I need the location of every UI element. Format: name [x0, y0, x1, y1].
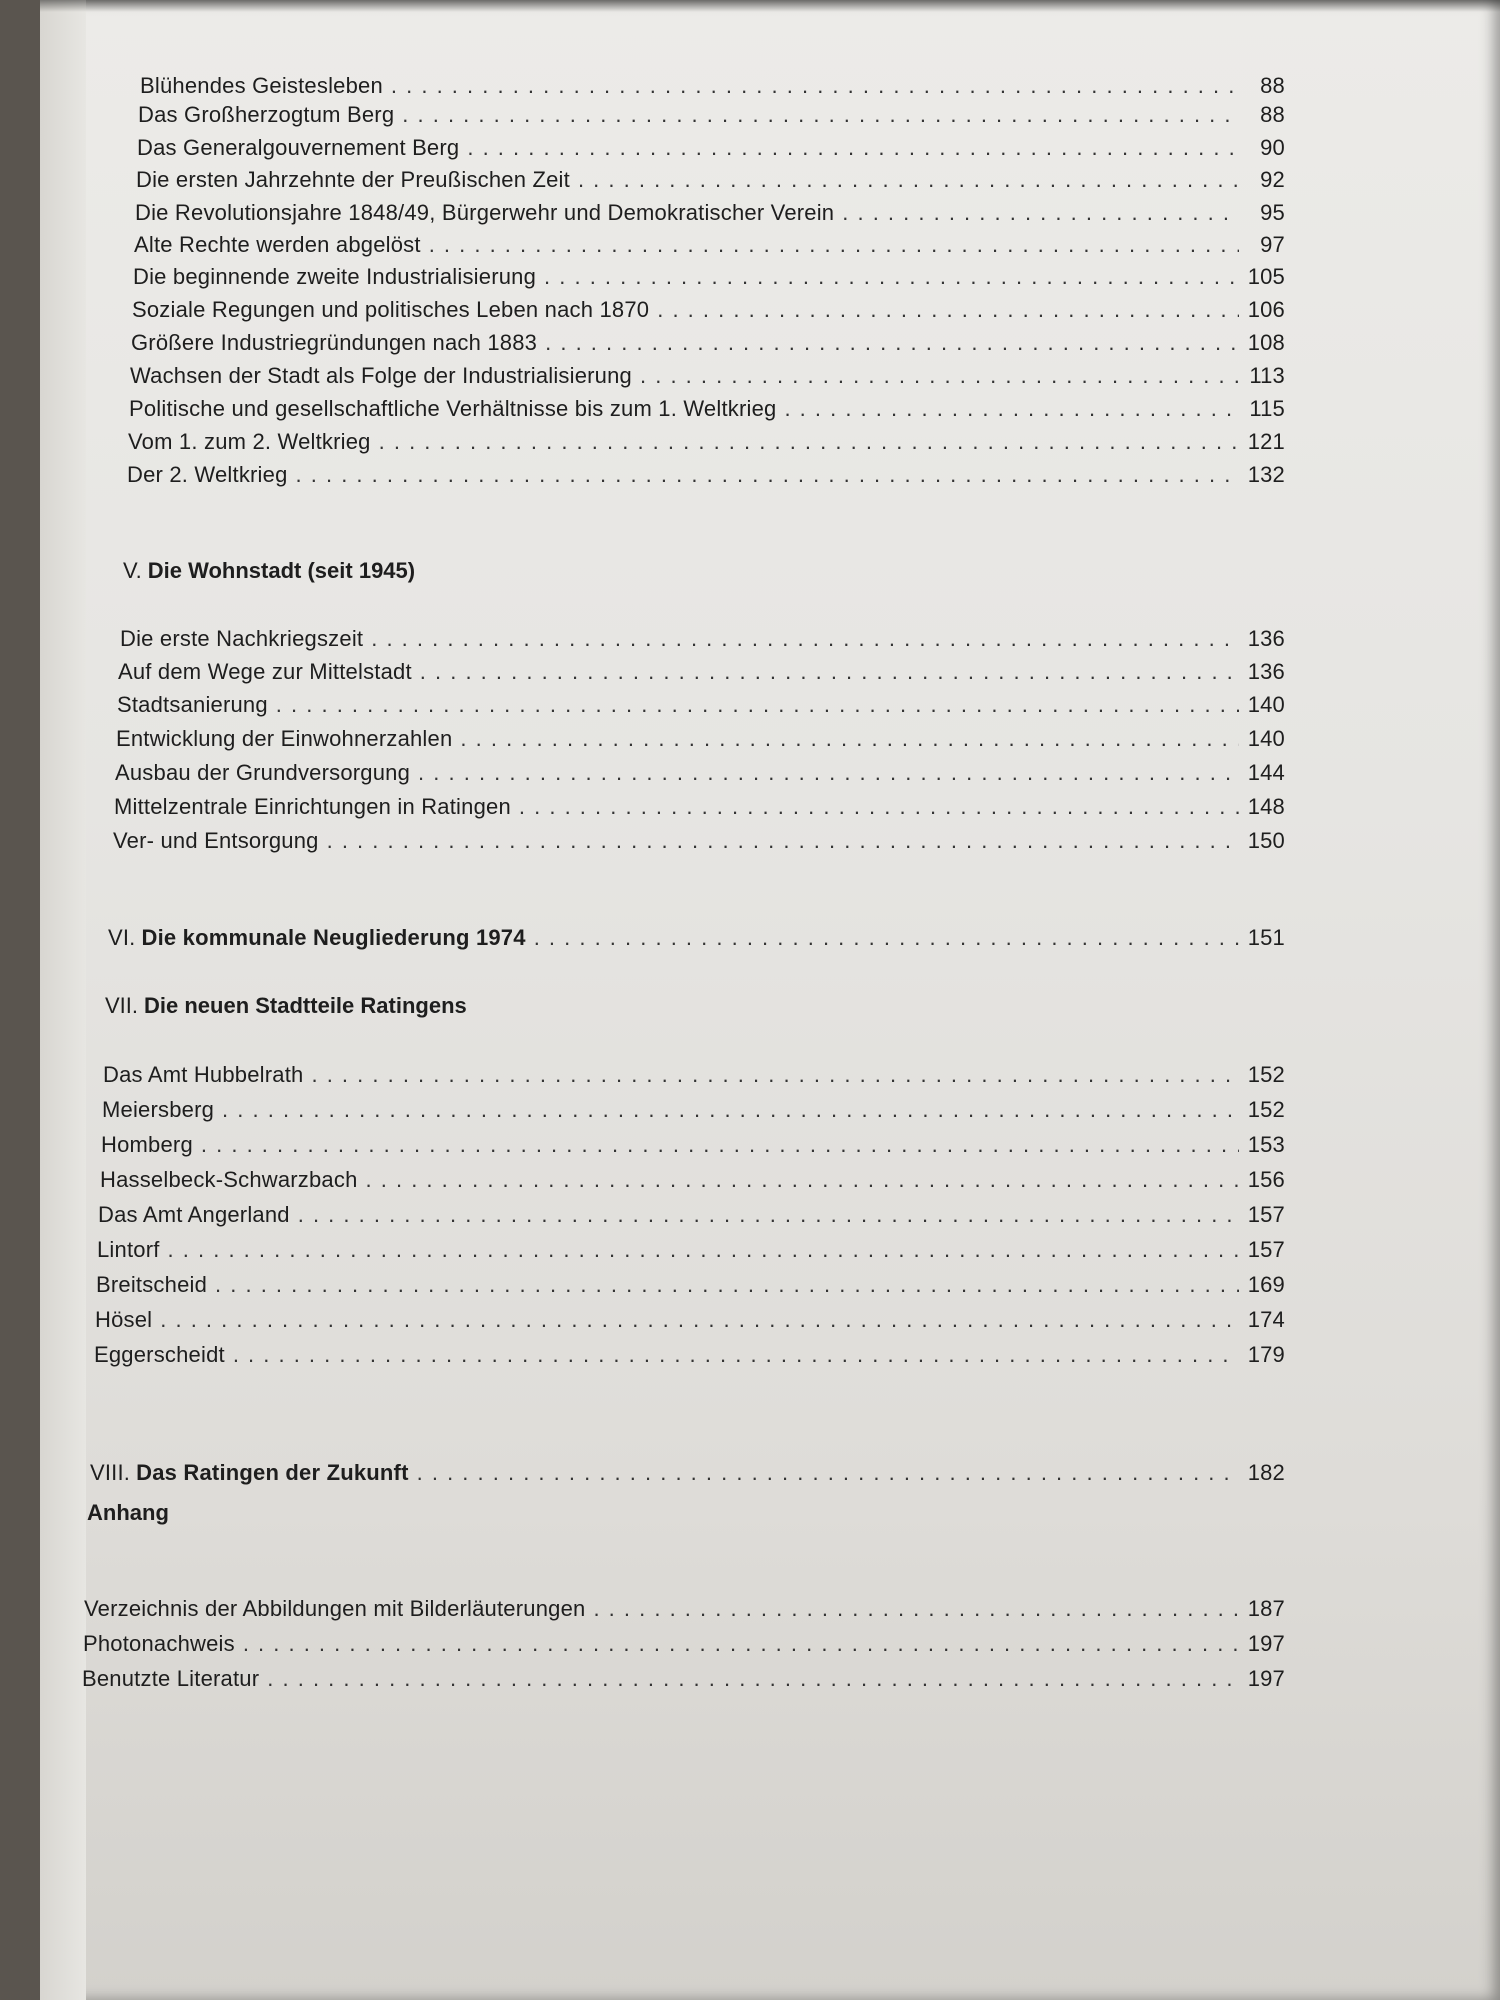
leader-dots: [593, 1596, 1239, 1622]
toc-entry-title: Verzeichnis der Abbildungen mit Bilderläuterungen: [84, 1596, 586, 1621]
toc-entry-title: Politische und gesellschaftliche Verhältnisse bis zum 1. Weltkrieg: [129, 396, 777, 421]
leader-dots: [417, 1460, 1239, 1486]
leader-dots: [168, 1237, 1239, 1263]
leader-dots: [544, 264, 1239, 290]
toc-entry: [130, 363, 1285, 389]
toc-entry-page: 182: [1247, 1460, 1285, 1485]
toc-entry: [101, 1132, 1285, 1158]
leader-dots: [519, 794, 1239, 820]
toc-entry-title: Ver- und Entsorgung: [113, 828, 319, 853]
toc-entry-title: Die erste Nachkriegszeit: [120, 626, 364, 651]
leader-dots: [534, 925, 1239, 951]
toc-entry-title: Wachsen der Stadt als Folge der Industrialisierung: [130, 363, 632, 388]
leader-dots: [657, 297, 1239, 323]
toc-entry-page: 95: [1260, 200, 1285, 225]
leader-dots: [640, 363, 1239, 389]
toc-entry: [113, 828, 1285, 854]
leader-dots: [243, 1631, 1239, 1657]
toc-entry-title: Lintorf: [97, 1237, 160, 1262]
toc-entry: [129, 396, 1285, 422]
section-heading-anhang: [87, 1500, 169, 1526]
toc-entry-title: Stadtsanierung: [117, 692, 268, 717]
toc-entry-title: Auf dem Wege zur Mittelstadt: [118, 659, 412, 684]
toc-entry-title: Die beginnende zweite Industrialisierung: [133, 264, 537, 289]
toc-entry: [132, 297, 1285, 323]
toc-entry: [136, 167, 1285, 193]
toc-entry-title: Das Generalgouvernement Berg: [137, 135, 460, 160]
toc-entry-title: Das Amt Hubbelrath: [103, 1062, 304, 1087]
toc-entry-page: 157: [1247, 1237, 1285, 1262]
leader-dots: [545, 330, 1239, 356]
section-heading-vii: [105, 993, 467, 1019]
section-number: VI.: [108, 925, 136, 950]
section-title: Anhang: [87, 1500, 169, 1525]
leader-dots: [467, 135, 1239, 161]
toc-entry-page: 197: [1247, 1631, 1285, 1656]
toc-entry-title: Homberg: [101, 1132, 193, 1157]
toc-entry-page: 152: [1247, 1062, 1285, 1087]
toc-entry-title: Benutzte Literatur: [82, 1666, 260, 1691]
toc-entry-page: 148: [1247, 794, 1285, 819]
toc-entry: [116, 726, 1285, 752]
leader-dots: [298, 1202, 1239, 1228]
leader-dots: [402, 102, 1239, 128]
toc-entry-page: 92: [1260, 167, 1285, 192]
section-title: Die neuen Stadtteile Ratingens: [144, 993, 467, 1018]
toc-entry-page: 121: [1247, 429, 1285, 454]
toc-entry: [98, 1202, 1285, 1228]
leader-dots: [276, 692, 1239, 718]
leader-dots: [233, 1342, 1239, 1368]
leader-dots: [371, 626, 1239, 652]
toc-entry-page: 88: [1260, 102, 1285, 127]
section-title: [108, 925, 526, 951]
toc-entry: [97, 1237, 1285, 1263]
toc-entry: [114, 794, 1285, 820]
toc-entry-page: 187: [1247, 1596, 1285, 1621]
toc-entry-page: 153: [1247, 1132, 1285, 1157]
toc-entry-page: 113: [1249, 363, 1285, 388]
toc-entry: [95, 1307, 1285, 1333]
toc-entry: [100, 1167, 1285, 1193]
toc-entry: [103, 1062, 1285, 1088]
toc-entry-page: 156: [1247, 1167, 1285, 1192]
leader-dots: [327, 828, 1239, 854]
section-label: Das Ratingen der Zukunft: [136, 1460, 409, 1485]
toc-entry: [137, 135, 1285, 161]
toc-entry-title: Eggerscheidt: [94, 1342, 225, 1367]
toc-entry: [134, 232, 1285, 258]
toc-entry-page: 151: [1247, 925, 1285, 950]
toc-entry-title: Ausbau der Grundversorgung: [115, 760, 411, 785]
toc-entry-title: Hasselbeck-Schwarzbach: [100, 1167, 358, 1192]
section-number: VIII.: [90, 1460, 131, 1485]
toc-entry-page: 140: [1247, 692, 1285, 717]
toc-entry-page: 152: [1247, 1097, 1285, 1122]
section-title: [90, 1460, 409, 1486]
toc-entry-page: 144: [1247, 760, 1285, 785]
section-label: Die kommunale Neugliederung 1974: [141, 925, 526, 950]
leader-dots: [311, 1062, 1239, 1088]
toc-entry-page: 150: [1247, 828, 1285, 853]
toc-entry: [140, 73, 1285, 99]
toc-entry-title: Vom 1. zum 2. Weltkrieg: [128, 429, 371, 454]
leader-dots: [366, 1167, 1239, 1193]
toc-entry-page: 132: [1247, 462, 1285, 487]
toc-entry-title: Soziale Regungen und politisches Leben nach 1870: [132, 297, 650, 322]
toc-entry-page: 174: [1247, 1307, 1285, 1332]
toc-entry: [96, 1272, 1285, 1298]
leader-dots: [420, 659, 1239, 685]
toc-entry: [133, 264, 1285, 290]
leader-dots: [460, 726, 1239, 752]
toc-entry-page: 140: [1247, 726, 1285, 751]
toc-entry-title: Meiersberg: [102, 1097, 215, 1122]
toc-entry: [118, 659, 1285, 685]
toc-entry-page: 157: [1247, 1202, 1285, 1227]
toc-entry-page: 108: [1247, 330, 1285, 355]
toc-entry-title: Das Großherzogtum Berg: [138, 102, 395, 127]
toc-entry-title: Alte Rechte werden abgelöst: [134, 232, 421, 257]
toc-entry: [117, 692, 1285, 718]
toc-entry-page: 106: [1247, 297, 1285, 322]
toc-entry: [115, 760, 1285, 786]
section-heading-v: [123, 558, 415, 584]
toc-entry-page: 88: [1260, 73, 1285, 98]
section-title: Die Wohnstadt (seit 1945): [147, 558, 416, 583]
toc-entry-title: Entwicklung der Einwohnerzahlen: [116, 726, 453, 751]
leader-dots: [267, 1666, 1239, 1692]
toc-entry-title: Mittelzentrale Einrichtungen in Ratingen: [114, 794, 511, 819]
toc-entry: [120, 626, 1285, 652]
toc-entry-title: Photonachweis: [83, 1631, 235, 1656]
section-heading-vi: [108, 925, 1285, 951]
leader-dots: [418, 760, 1239, 786]
toc-entry: [84, 1596, 1285, 1622]
leader-dots: [842, 200, 1239, 226]
toc-entry-page: 105: [1247, 264, 1285, 289]
toc-entry: [102, 1097, 1285, 1123]
section-heading-viii: [90, 1460, 1285, 1486]
toc-entry-page: 169: [1247, 1272, 1285, 1297]
section-number: V.: [123, 558, 142, 583]
toc-entry-title: Blühendes Geistesleben: [140, 73, 383, 98]
toc-entry-page: 136: [1247, 659, 1285, 684]
toc-entry: [131, 330, 1285, 356]
toc-entry: [94, 1342, 1285, 1368]
toc-entry: [127, 462, 1285, 488]
leader-dots: [215, 1272, 1239, 1298]
toc-entry-title: Der 2. Weltkrieg: [127, 462, 288, 487]
toc-entry-title: Hösel: [95, 1307, 153, 1332]
leader-dots: [391, 73, 1239, 99]
toc-entry-page: 136: [1247, 626, 1285, 651]
toc-entry-page: 90: [1260, 135, 1285, 160]
leader-dots: [201, 1132, 1239, 1158]
toc-entry: [82, 1666, 1285, 1692]
toc-entry-page: 179: [1247, 1342, 1285, 1367]
toc-entry-title: Breitscheid: [96, 1272, 208, 1297]
leader-dots: [429, 232, 1239, 258]
leader-dots: [578, 167, 1239, 193]
leader-dots: [222, 1097, 1239, 1123]
toc-entry-title: Größere Industriegründungen nach 1883: [131, 330, 538, 355]
leader-dots: [784, 396, 1239, 422]
toc-entry: [128, 429, 1285, 455]
toc-entry-page: 97: [1260, 232, 1285, 257]
toc-entry-title: Das Amt Angerland: [98, 1202, 290, 1227]
leader-dots: [379, 429, 1239, 455]
toc-entry-page: 115: [1249, 396, 1285, 421]
section-number: VII.: [105, 993, 139, 1018]
toc-entry: [83, 1631, 1285, 1657]
leader-dots: [296, 462, 1239, 488]
toc-entry: [135, 200, 1285, 226]
toc-entry: [138, 102, 1285, 128]
toc-entry-title: Die Revolutionsjahre 1848/49, Bürgerwehr und Demokratischer Verein: [135, 200, 835, 225]
toc-entry-title: Die ersten Jahrzehnte der Preußischen Zeit: [136, 167, 570, 192]
leader-dots: [160, 1307, 1239, 1333]
toc-entry-page: 197: [1247, 1666, 1285, 1691]
